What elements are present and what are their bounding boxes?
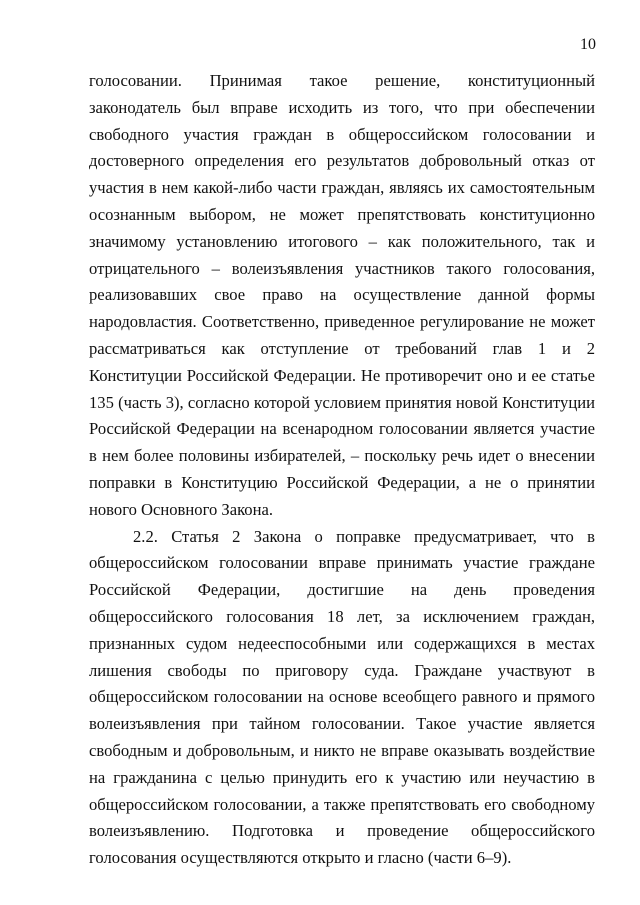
page-number: 10	[580, 36, 596, 53]
document-body	[89, 68, 595, 872]
paragraph-section-2-2: 2.2. Статья 2 Закона о поправке предусматривает, что в общероссийском голосовании вправе принимать участие граждане Российской Федерации, достигшие на день проведения общероссийского голосования 18 лет, за исключением граждан, признанных судом недееспособными или содержащихся в местах лишения свободы по приговору суда. Граждане участвуют в общероссийском голосовании на основе всеобщего равного и прямого волеизъявления при тайном голосовании. Такое участие является свободным и добровольным, и никто не вправе оказывать воздействие на гражданина с целью принудить его к участию или неучастию в общероссийском голосовании, а также препятствовать его свободному волеизъявлению. Подготовка и проведение общероссийского голосования осуществляются открыто и гласно (части 6–9).	[89, 526, 595, 868]
paragraph-continuation: голосовании. Принимая такое решение, конституционный законодатель был вправе исходить из того, что при обеспечении свободного участия граждан в общероссийском голосовании и достоверного определения его результатов добровольный отказ от участия в нем какой-либо части граждан, являясь их самостоятельным осознанным выбором, не может препятствовать конституционно значимому установлению итогового – как положительного, так и отрицательного – волеизъявления участников такого голосования, реализовавших свое право на осуществление данной формы народовластия. Соответственно, приведенное регулирование не может рассматриваться как отступление от требований глав 1 и 2 Конституции Российской Федерации. Не противоречит оно и ее статье 135 (часть 3), согласно которой условием принятия новой Конституции Российской Федерации на всенародном голосовании является участие в нем более половины избирателей, – поскольку речь идет о внесении поправки в Конституцию Российской Федерации, а не о принятии нового Основного Закона.	[89, 71, 595, 519]
